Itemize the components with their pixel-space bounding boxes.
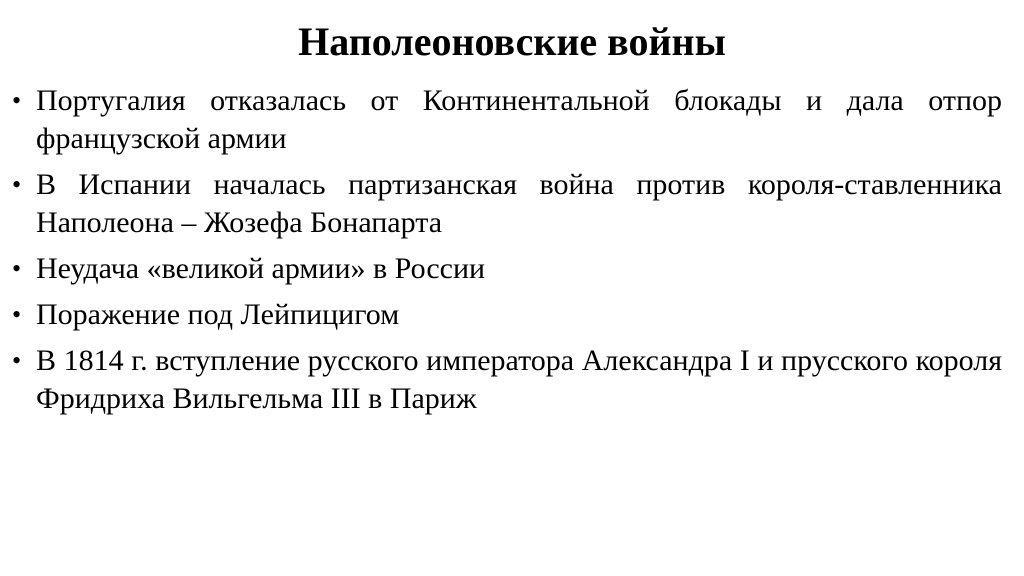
bullet-dot-icon: • <box>12 86 22 115</box>
bullet-dot-icon: • <box>12 346 22 375</box>
bullet-text: В 1814 г. вступление русского императора Александра I и прусского короля Фридриха Вильгельма III в Париж <box>36 344 1002 415</box>
bullet-dot-icon: • <box>12 254 22 283</box>
bullet-text: Португалия отказалась от Континентальной блокады и дала отпор французской армии <box>36 84 1002 155</box>
bullet-text: В Испании началась партизанская война против короля-ставленника Наполеона – Жозефа Бонапарта <box>36 168 1002 239</box>
bullet-dot-icon: • <box>12 170 22 199</box>
bullet-list <box>0 82 1024 426</box>
bullet-item-4 <box>0 296 1024 334</box>
slide-title: Наполеоновские войны <box>298 19 726 64</box>
bullet-dot-icon: • <box>12 300 22 329</box>
bullet-item-3 <box>0 250 1024 288</box>
bullet-text: Поражение под Лейпицигом <box>36 298 400 331</box>
bullet-item-1 <box>0 82 1024 158</box>
bullet-item-2 <box>0 166 1024 242</box>
bullet-item-5 <box>0 342 1024 418</box>
bullet-text: Неудача «великой армии» в России <box>36 252 486 285</box>
